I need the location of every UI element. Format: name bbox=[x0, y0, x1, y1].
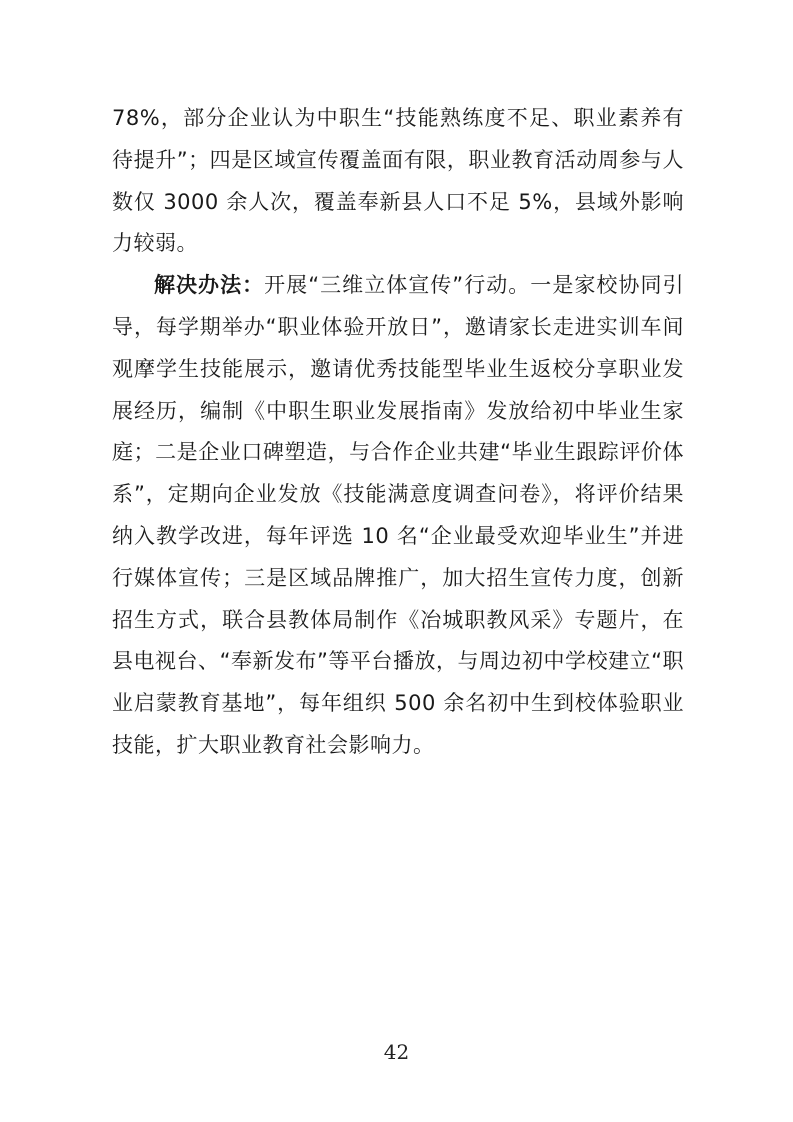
document-body bbox=[112, 98, 684, 767]
page-number: 42 bbox=[383, 1040, 410, 1064]
solution-text: 开展“三维立体宣传”行动。一是家校协同引导，每学期举办“职业体验开放日”，邀请家长走进实训车间观摩学生技能展示，邀请优秀技能型毕业生返校分享职业发展经历，编制《中职生职业发展指南》发放给初中毕业生家庭；二是企业口碑塑造，与合作企业共建“毕业生跟踪评价体系”，定期向企业发放《技能满意度调查问卷》，将评价结果纳入教学改进，每年评选 10 名“企业最受欢迎毕业生”并进行媒体宣传；三是区域品牌推广，加大招生宣传力度，创新招生方式，联合县教体局制作《冶城职教风采》专题片，在县电视台、“奉新发布”等平台播放，与周边初中学校建立“职业启蒙教育基地”，每年组织 500 余名初中生到校体验职业技能，扩大职业教育社会影响力。 bbox=[112, 273, 684, 757]
solution-label: 解决办法： bbox=[154, 273, 265, 298]
paragraph-problem-continuation: 78%，部分企业认为中职生“技能熟练度不足、职业素养有待提升”；四是区域宣传覆盖面有限，职业教育活动周参与人数仅 3000 余人次，覆盖奉新县人口不足 5%，县域外影响力较弱。 bbox=[112, 106, 684, 256]
paragraph-solution bbox=[112, 265, 684, 767]
